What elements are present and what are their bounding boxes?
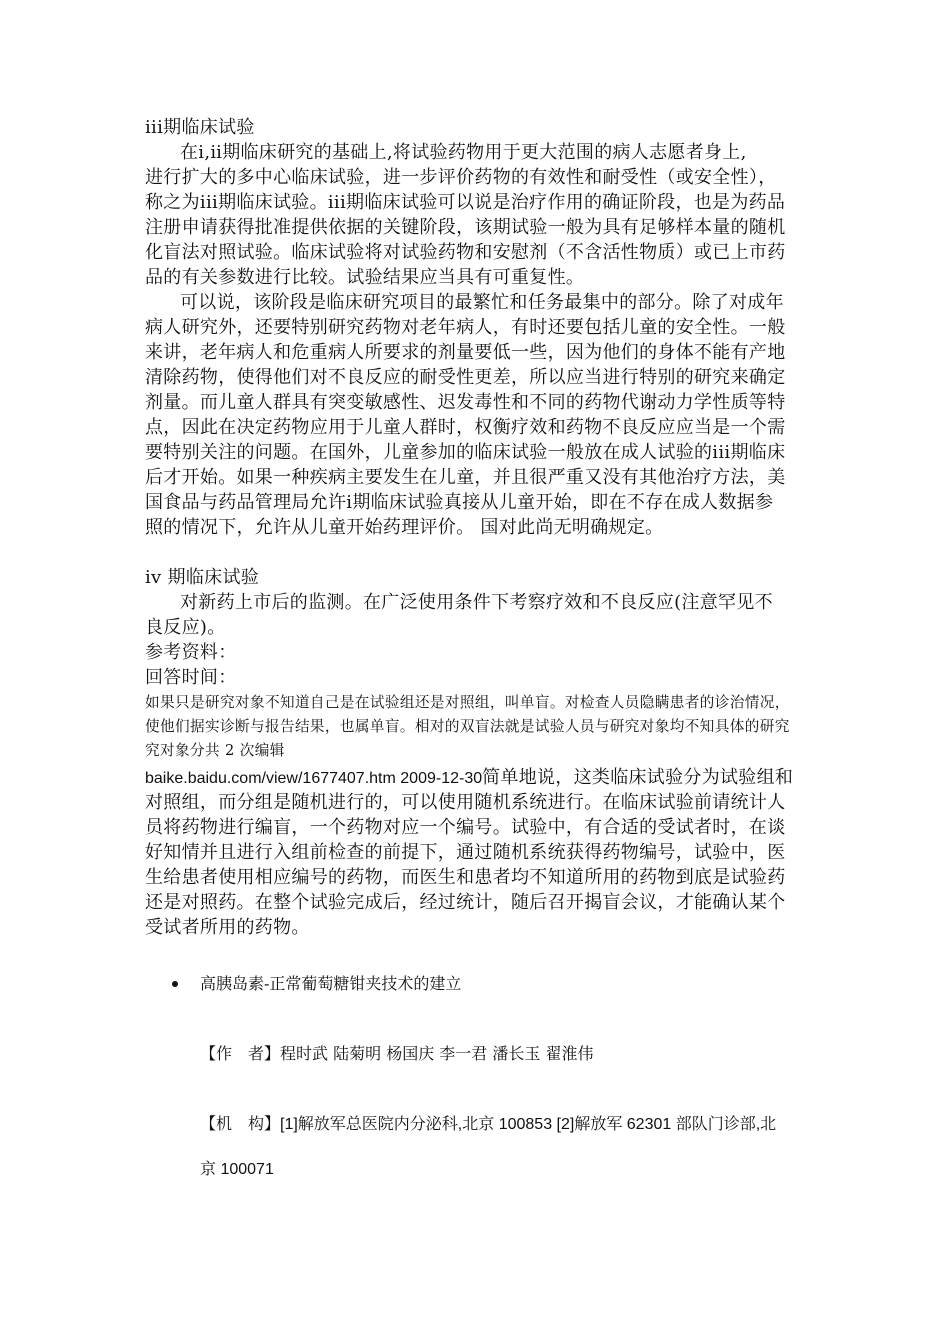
authors-label: 【作 者】 [200,1044,281,1063]
section-iii-para2-line: 可以说，该阶段是临床研究项目的最繁忙和任务最集中的部分。除了对成年 [180,292,784,313]
section-iii-para1-line: 称之为iii期临床试验。iii期临床试验可以说是治疗作用的确证阶段，也是为药品 [145,192,786,213]
institution-label: 【机 构】 [200,1114,281,1133]
blind-para-line: 还是对照药。在整个试验完成后，经过统计，随后召开揭盲会议，才能确认某个 [145,892,786,913]
blind-para-line: 受试者所用的药物。 [145,917,310,938]
section-iii-heading: iii期临床试验 [145,117,255,138]
blind-para-line: 生给患者使用相应编号的药物，而医生和患者均不知道所用的药物到底是试验药 [145,867,786,888]
section-iii-para2-line: 来讲，老年病人和危重病人所要求的剂量要低一些，因为他们的身体不能有产地 [145,342,786,363]
source-url-link[interactable]: baike.baidu.com/view/1677407.htm 2009-12-30 [145,770,483,787]
section-iii-para2-line: 国食品与药品管理局允许ⅰ期临床试验真接从儿童开始，即在不存在成人数据参 [145,492,774,513]
institution-value-continued: 京 100071 [200,1161,274,1178]
section-iii-para1-line: 进行扩大的多中心临床试验，进一步评价药物的有效性和耐受性（或安全性）， [145,167,777,188]
source-url-line [145,765,805,792]
section-iii-para1-line: 化盲法对照试验。临床试验将对试验药物和安慰剂（不含活性物质）或已上市药 [145,242,786,263]
section-iv-para-line: 良反应)。 [145,617,226,638]
blind-note-line: 使他们据实诊断与报告结果，也属单盲。相对的双盲法就是试验人员与研究对象均不知具体的研究 [145,718,790,735]
section-iii-para2-line: 病人研究外，还要特别研究药物对老年病人，有时还要包括儿童的安全性。一般 [145,317,786,338]
article-authors-row [200,1042,810,1066]
blind-note-line: 如果只是研究对象不知道自己是在试验组还是对照组，叫单盲。对检查人员隐瞒患者的诊治情况， [145,694,790,711]
section-iv-heading: iv 期临床试验 [145,567,260,588]
section-iii-para2-line: 后才开始。如果一种疾病主要发生在儿童，并且很严重又没有其他治疗方法，美 [145,467,786,488]
answer-time-label: 回答时间： [145,667,237,688]
section-iii-para2-line: 剂量。而儿童人群具有突变敏感性、迟发毒性和不同的药物代谢动力学性质等特 [145,392,786,413]
section-iii-para2-line: 清除药物，使得他们对不良反应的耐受性更差，所以应当进行特别的研究来确定 [145,367,786,388]
section-iii-para1-line: 品的有关参数进行比较。试验结果应当具有可重复性。 [145,267,585,288]
article-title: 高胰岛素-正常葡萄糖钳夹技术的建立 [200,974,462,993]
bullet-icon [172,981,178,987]
blind-para-line: 员将药物进行编盲，一个药物对应一个编号。试验中，有合适的受试者时，在谈 [145,817,786,838]
section-iii-para2-line: 照的情况下，允许从儿童开始药理评价。 国对此尚无明确规定。 [145,517,664,538]
blind-para-line: 好知情并且进行入组前检查的前提下，通过随机系统获得药物编号，试验中，医 [145,842,786,863]
section-iii-para2-line: 要特别关注的问题。在国外，儿童参加的临床试验一般放在成人试验的iii期临床 [145,442,786,463]
source-url-trailing-text: 简单地说，这类临床试验分为试验组和 [482,767,794,788]
section-iii-para1-line: 在ⅰ,ⅱ期临床研究的基础上,将试验药物用于更大范围的病人志愿者身上, [180,142,747,163]
section-iii-para1-line: 注册申请获得批准提供依据的关键阶段，该期试验一般为具有足够样本量的随机 [145,217,786,238]
authors-value: 程时武 陆菊明 杨国庆 李一君 潘长玉 翟淮伟 [280,1044,594,1063]
blind-para-line: 对照组，而分组是随机进行的，可以使用随机系统进行。在临床试验前请统计人 [145,792,786,813]
section-iii-para2-line: 点，因此在决定药物应用于儿童人群时，权衡疗效和药物不良反应应当是一个需 [145,417,786,438]
blind-note-line: 究对象分共 2 次编辑 [145,742,285,759]
institution-value: [1]解放军总医院内分泌科,北京 100853 [2]解放军 62301 部队门诊部,北 [280,1116,777,1133]
section-iv-para-line: 对新药上市后的监测。在广泛使用条件下考察疗效和不良反应(注意罕见不 [180,592,773,613]
reference-label: 参考资料： [145,642,237,663]
article-institution-row [200,1112,810,1137]
